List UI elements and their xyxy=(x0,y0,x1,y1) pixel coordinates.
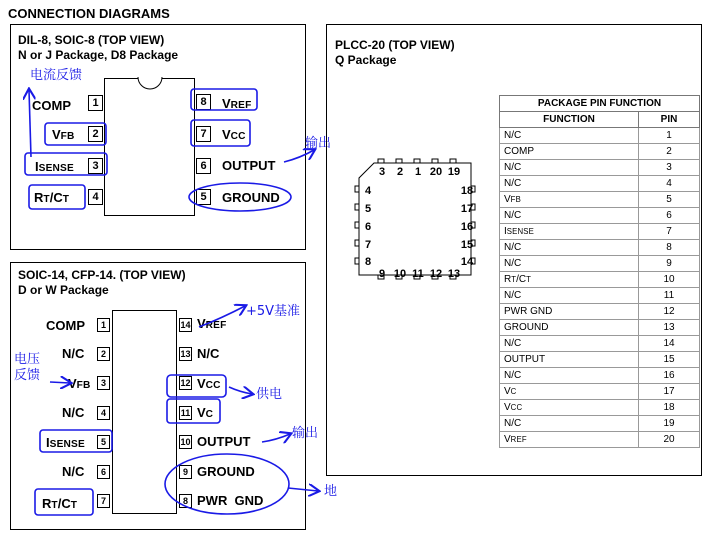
dil8-rtct-highlight xyxy=(29,185,85,209)
table-row: OUTPUT 15 xyxy=(500,352,700,368)
soic14-label-output: OUTPUT xyxy=(197,434,251,449)
table-row: N/C 4 xyxy=(500,176,700,192)
table-row: N/C 14 xyxy=(500,336,700,352)
dil8-label-output: OUTPUT xyxy=(222,158,276,173)
pin-table-col-function: FUNCTION xyxy=(500,112,639,128)
soic14-output-arrow xyxy=(262,434,290,442)
soic14-pin-11: 11 xyxy=(180,408,191,418)
dil8-pin-2: 2 xyxy=(88,126,103,142)
table-row: VCC 18 xyxy=(500,400,700,416)
plcc20-pin-6: 6 xyxy=(364,221,372,233)
dil8-label-rtct: RT/CT xyxy=(34,190,70,205)
soic14-label-rtct: RT/CT xyxy=(42,496,78,511)
plcc20-pin-16: 16 xyxy=(460,221,474,233)
dil8-isense-highlight xyxy=(25,153,107,175)
dil8-feedback-arrow xyxy=(29,90,31,157)
soic14-pin-7: 7 xyxy=(97,494,110,508)
soic14-label-nc-2: N/C xyxy=(62,346,85,361)
soic14-pin-13: 13 xyxy=(180,349,191,359)
plcc20-pin-7: 7 xyxy=(364,239,372,251)
plcc20-pin-4: 4 xyxy=(364,185,372,197)
soic14-pin-10: 10 xyxy=(180,437,191,447)
soic14-pin-5: 5 xyxy=(97,435,110,449)
dil8-pin-3: 3 xyxy=(88,158,103,174)
soic14-pin-6: 6 xyxy=(97,465,110,479)
table-row: VC 17 xyxy=(500,384,700,400)
soic14-pin-4: 4 xyxy=(97,406,110,420)
soic14-label-isense: ISENSE xyxy=(46,435,85,450)
soic14-note-supply: 供电 xyxy=(256,387,283,402)
table-row: RT/CT 10 xyxy=(500,272,700,288)
soic14-supply-arrow xyxy=(229,387,252,394)
soic14-label-vfb: VFB xyxy=(68,376,91,391)
dil8-pin-5: 5 xyxy=(196,189,211,205)
pin-table-title: PACKAGE PIN FUNCTION xyxy=(500,96,700,112)
dil8-label-comp: COMP xyxy=(32,98,71,113)
pin-table-col-pin: PIN xyxy=(639,112,700,128)
soic14-pin-3: 3 xyxy=(97,376,110,390)
dil8-label-ground: GROUND xyxy=(222,190,280,205)
soic14-vcc-highlight xyxy=(167,375,226,397)
plcc20-pin-5: 5 xyxy=(364,203,372,215)
soic14-vfb-arrow xyxy=(50,382,70,383)
table-row: N/C 8 xyxy=(500,240,700,256)
plcc20-pin-18: 18 xyxy=(460,185,474,197)
dil8-vref-highlight xyxy=(191,89,257,110)
dil8-note-output: 输出 xyxy=(305,136,332,151)
plcc20-pin-11: 11 xyxy=(412,268,424,280)
page-title: CONNECTION DIAGRAMS xyxy=(8,6,170,21)
table-row: N/C 3 xyxy=(500,160,700,176)
soic14-pin-8: 8 xyxy=(179,494,192,508)
soic14-pin-9: 9 xyxy=(179,465,192,479)
table-row: VFB 5 xyxy=(500,192,700,208)
soic14-note-feedback: 反馈 xyxy=(14,368,41,383)
soic14-pin-14: 14 xyxy=(180,320,191,330)
soic14-pin-12: 12 xyxy=(180,378,191,388)
soic14-isense-highlight xyxy=(40,430,112,452)
table-row: VREF 20 xyxy=(500,432,700,448)
plcc20-pin-20: 20 xyxy=(429,166,443,178)
plcc20-heading: PLCC-20 (TOP VIEW) xyxy=(335,38,455,52)
plcc20-pin-19: 19 xyxy=(447,166,461,178)
plcc20-package: Q Package xyxy=(335,53,397,67)
soic14-pin-2: 2 xyxy=(97,347,110,361)
soic14-heading: SOIC-14, CFP-14. (TOP VIEW) xyxy=(18,268,186,282)
table-row: N/C 6 xyxy=(500,208,700,224)
table-row: N/C 1 xyxy=(500,128,700,144)
soic14-vref-arrow xyxy=(199,306,245,327)
table-row: ISENSE 7 xyxy=(500,224,700,240)
table-row: PWR GND 12 xyxy=(500,304,700,320)
dil8-label-vcc: VCC xyxy=(222,127,246,142)
soic14-label-nc-13: N/C xyxy=(197,346,220,361)
soic14-note-voltage: 电压 xyxy=(14,352,41,367)
table-row: N/C 16 xyxy=(500,368,700,384)
dil8-package: N or J Package, D8 Package xyxy=(18,48,179,62)
soic14-package: D or W Package xyxy=(18,283,109,297)
plcc20-pin-12: 12 xyxy=(429,268,443,280)
plcc20-pin-17: 17 xyxy=(460,203,474,215)
dil8-pin-6: 6 xyxy=(196,158,211,174)
table-row: N/C 11 xyxy=(500,288,700,304)
soic14-label-vref: VREF xyxy=(197,316,227,331)
plcc20-pin-10: 10 xyxy=(393,268,407,280)
table-row: N/C 9 xyxy=(500,256,700,272)
table-row: COMP 2 xyxy=(500,144,700,160)
dil8-label-vfb: VFB xyxy=(52,127,75,142)
plcc20-pin-3: 3 xyxy=(378,166,386,178)
plcc20-pin-13: 13 xyxy=(447,268,461,280)
plcc20-pin-2: 2 xyxy=(396,166,404,178)
table-row: GROUND 13 xyxy=(500,320,700,336)
dil8-heading: DIL-8, SOIC-8 (TOP VIEW) xyxy=(18,33,165,47)
dil8-pin-7: 7 xyxy=(196,126,211,142)
dil8-label-vref: VREF xyxy=(222,96,252,111)
soic14-note-5v-ref: +5V基准 xyxy=(246,304,301,319)
soic14-label-comp: COMP xyxy=(46,318,85,333)
plcc20-pin-8: 8 xyxy=(364,256,372,268)
soic14-label-vcc: VCC xyxy=(197,376,221,391)
soic14-label-vc: VC xyxy=(197,405,214,420)
soic14-rtct-highlight xyxy=(35,489,93,515)
soic14-note-output: 输出 xyxy=(292,426,319,441)
soic14-note-ground: 地 xyxy=(324,484,338,499)
dil8-vfb-highlight xyxy=(45,123,106,145)
dil8-pin-4: 4 xyxy=(88,189,103,205)
plcc20-pin-9: 9 xyxy=(378,268,386,280)
soic14-label-pwr-gnd: PWR GND xyxy=(197,493,264,508)
dil8-label-isense: ISENSE xyxy=(35,159,74,174)
dil8-vcc-highlight xyxy=(191,120,250,146)
dil8-note-current-feedback: 电流反馈 xyxy=(30,68,83,83)
soic14-ground-arrow xyxy=(288,488,318,491)
dil8-ground-highlight xyxy=(189,183,291,211)
plcc20-pin-1: 1 xyxy=(414,166,422,178)
soic14-label-nc-4: N/C xyxy=(62,405,85,420)
table-row: N/C 19 xyxy=(500,416,700,432)
soic14-label-nc-6: N/C xyxy=(62,464,85,479)
soic14-ground-highlight xyxy=(165,454,289,514)
plcc20-pin-14: 14 xyxy=(460,256,474,268)
plcc20-pin-15: 15 xyxy=(460,239,474,251)
soic14-label-ground: GROUND xyxy=(197,464,255,479)
dil8-pin-8: 8 xyxy=(196,94,211,110)
soic14-pin-1: 1 xyxy=(97,318,110,332)
dil8-pin-1: 1 xyxy=(88,95,103,111)
soic14-vc-highlight xyxy=(167,399,220,423)
dil8-output-arrow xyxy=(284,150,314,162)
